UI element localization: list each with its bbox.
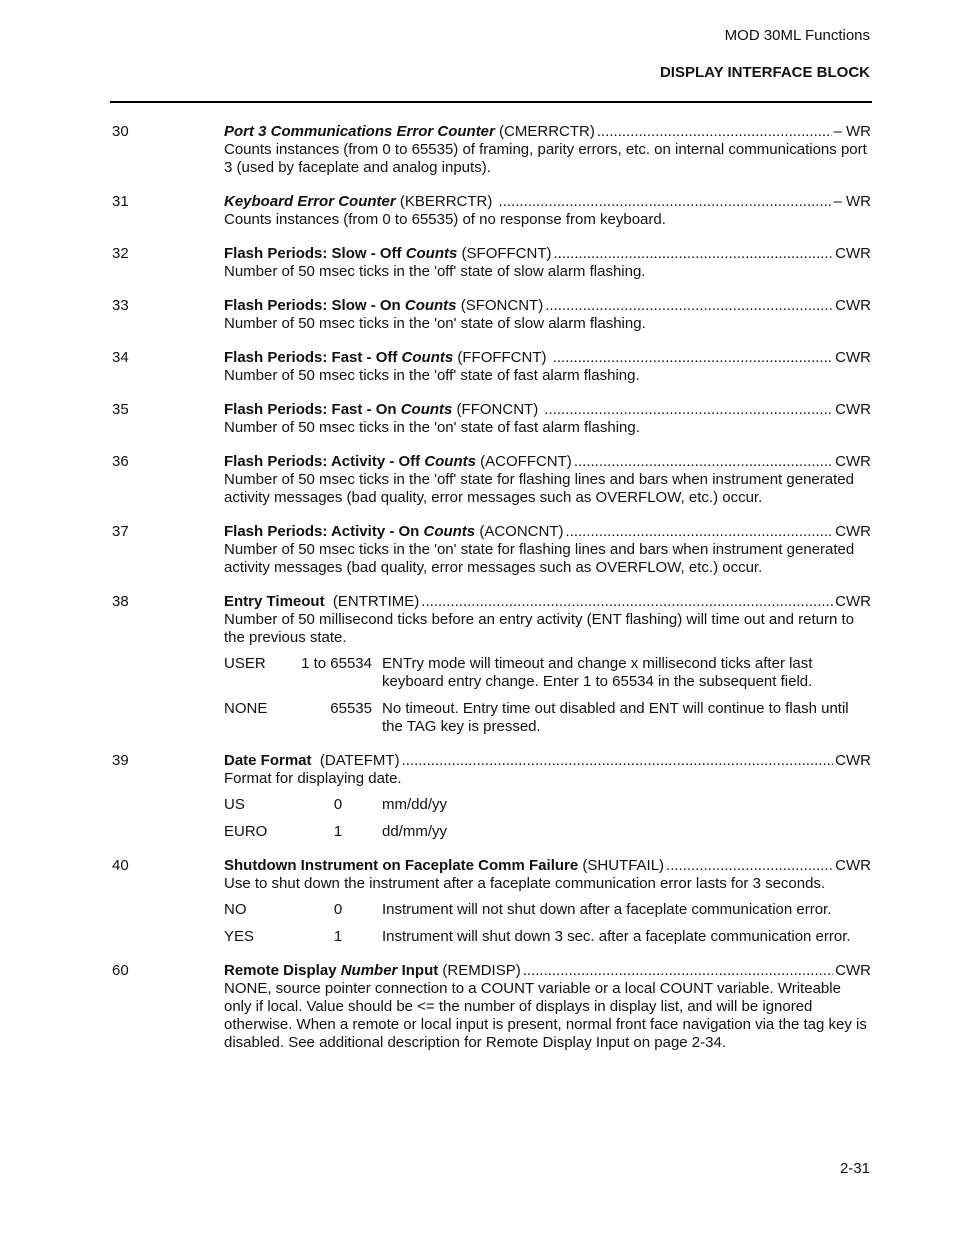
parameter-code: (DATEFMT) [311,752,400,769]
header-section: DISPLAY INTERFACE BLOCK [659,64,870,81]
option-row [224,655,871,691]
parameter-code: (FFOFFCNT) [453,349,551,366]
access-code: CWR [835,401,871,418]
parameter-entry [112,245,871,281]
parameter-number: 37 [112,523,129,540]
parameter-code: (KBERRCTR) [395,193,497,210]
dot-leader [421,593,833,611]
parameter-title-line [224,349,871,367]
dot-leader [597,123,832,141]
option-key: NONE [224,700,268,717]
parameter-entry [112,523,871,577]
parameter-title-line [224,401,871,419]
dot-leader [523,962,833,980]
parameter-title-line [224,752,871,770]
dot-leader [544,401,833,419]
option-row [224,700,871,736]
dot-leader [554,245,834,263]
parameter-name: Flash Periods: Activity - On [224,523,424,540]
option-description: ENTry mode will timeout and change x millisecond ticks after last keyboard entry change. Enter 1 to 65534 in the subsequent field. [382,655,813,690]
parameter-name-emphasis: Counts [405,245,458,262]
parameter-number: 31 [112,193,129,210]
parameter-name: Shutdown Instrument on Faceplate Comm Failure [224,857,579,874]
parameter-name: Port 3 Communications Error Counter [224,123,495,140]
access-code: CWR [835,752,871,769]
option-value: 0 [333,796,343,813]
parameter-name: Remote Display [224,962,341,979]
parameter-name: Flash Periods: Fast - Off [224,349,402,366]
parameter-code: (SFONCNT) [456,297,544,314]
parameter-description: Use to shut down the instrument after a faceplate communication error lasts for 3 seconds. [224,875,826,892]
parameter-title-line [224,857,871,875]
option-description: dd/mm/yy [382,823,448,840]
access-code: CWR [835,349,871,366]
parameter-title-line [224,297,871,315]
option-row [224,796,871,814]
parameter-description: Number of 50 msec ticks in the 'off' state for flashing lines and bars when instrument generated activity messages (bad quality, error messages such as OVERFLOW, etc.) occur. [224,471,854,506]
access-code: CWR [835,962,871,979]
parameter-description: Number of 50 msec ticks in the 'on' state of fast alarm flashing. [224,419,640,436]
parameter-description: Number of 50 msec ticks in the 'off' state of fast alarm flashing. [224,367,640,384]
header-title: MOD 30ML Functions [724,27,870,44]
parameter-description: Number of 50 msec ticks in the 'off' state of slow alarm flashing. [224,263,646,280]
parameter-number: 36 [112,453,129,470]
parameter-code: (CMERRCTR) [494,123,595,140]
option-value: 65535 [330,700,372,717]
parameter-title-line [224,453,871,471]
parameter-title-line [224,593,871,611]
parameter-title-line [224,123,871,141]
parameter-title-line [224,962,871,980]
parameter-entry [112,857,871,946]
option-value: 1 to 65534 [301,655,372,672]
parameter-code: (SHUTFAIL) [578,857,665,874]
page-number: 2-31 [839,1160,870,1177]
parameter-name: Entry Timeout [224,593,325,610]
access-code: – WR [833,193,871,210]
parameter-description: Number of 50 msec ticks in the 'on' state of slow alarm flashing. [224,315,646,332]
option-key: NO [224,901,247,918]
option-key: YES [224,928,255,945]
parameter-number: 60 [112,962,129,979]
parameter-code: (FFONCNT) [452,401,543,418]
access-code: CWR [835,453,871,470]
parameter-title-line [224,523,871,541]
option-value: 1 [333,823,343,840]
option-value: 1 [333,928,343,945]
parameter-title-line [224,193,871,211]
parameter-name-emphasis: Counts [401,349,454,366]
parameter-number: 38 [112,593,129,610]
option-key: USER [224,655,266,672]
parameter-code: (ACOFFCNT) [475,453,572,470]
parameter-description: Number of 50 msec ticks in the 'on' state for flashing lines and bars when instrument generated activity messages (bad quality, error messages such as OVERFLOW, etc.) occur. [224,541,855,576]
access-code: CWR [835,857,871,874]
parameter-code: (ACONCNT) [475,523,564,540]
option-list [224,901,871,946]
parameter-entry [112,193,871,229]
parameter-entry [112,123,871,177]
option-description: Instrument will not shut down after a faceplate communication error. [382,901,832,918]
dot-leader [565,523,833,541]
option-description: Instrument will shut down 3 sec. after a faceplate communication error. [382,928,851,945]
parameter-entry [112,752,871,841]
parameter-code: (ENTRTIME) [324,593,420,610]
dot-leader [553,349,833,367]
option-description: No timeout. Entry time out disabled and ENT will continue to flash until the TAG key is pressed. [382,700,849,735]
option-row [224,928,871,946]
option-list [224,655,871,736]
parameter-name-emphasis: Counts [400,401,453,418]
parameter-description: Number of 50 millisecond ticks before an entry activity (ENT flashing) will time out and return to the previous state. [224,611,854,646]
access-code: CWR [835,523,871,540]
parameter-name: Keyboard Error Counter [224,193,396,210]
option-row [224,823,871,841]
parameter-entry [112,962,871,1052]
access-code: CWR [835,245,871,262]
parameter-code: (SFOFFCNT) [457,245,552,262]
parameter-name: Flash Periods: Slow - Off [224,245,406,262]
parameter-name-emphasis: Number [340,962,398,979]
parameter-name-emphasis: Counts [424,453,476,470]
option-key: US [224,796,245,813]
option-row [224,901,871,919]
option-key: EURO [224,823,268,840]
parameter-name: Flash Periods: Slow - On [224,297,405,314]
parameter-number: 30 [112,123,129,140]
parameter-title-line [224,245,871,263]
parameter-name: Flash Periods: Fast - On [224,401,401,418]
parameter-number: 33 [112,297,129,314]
dot-leader [574,453,833,471]
option-description: mm/dd/yy [382,796,448,813]
parameter-entry [112,593,871,736]
option-value: 0 [333,901,343,918]
access-code: CWR [835,297,871,314]
dot-leader [666,857,833,875]
parameter-description: Counts instances (from 0 to 65535) of framing, parity errors, etc. on internal communications port 3 (used by faceplate and analog inputs). [224,141,867,176]
parameter-number: 40 [112,857,129,874]
parameter-description: Format for displaying date. [224,770,402,787]
access-code: – WR [833,123,871,140]
parameter-name-emphasis: Counts [423,523,476,540]
parameter-code: (REMDISP) [438,962,521,979]
parameter-description: Counts instances (from 0 to 65535) of no response from keyboard. [224,211,666,228]
access-code: CWR [835,593,871,610]
parameter-number: 39 [112,752,129,769]
parameter-name: Date Format [224,752,312,769]
header-rule [110,101,872,103]
parameter-name-emphasis: Counts [404,297,457,314]
option-list [224,796,871,841]
parameter-entry [112,349,871,385]
dot-leader [499,193,832,211]
dot-leader [545,297,833,315]
parameter-number: 34 [112,349,129,366]
parameter-name: Flash Periods: Activity - Off [224,453,425,470]
parameter-name-suffix: Input [397,962,439,979]
parameter-entry [112,453,871,507]
parameter-list [112,123,871,1068]
parameter-description: NONE, source pointer connection to a COUNT variable or a local COUNT variable. Writeable only if local. Value should be <= the number of displays in display list, and will be ignored otherwise. When a remote or local input is present, normal front face navigation via the tag key is disabled. See additional description for Remote Display Input on page 2-34. [224,980,867,1051]
parameter-entry [112,297,871,333]
parameter-entry [112,401,871,437]
parameter-number: 32 [112,245,129,262]
parameter-number: 35 [112,401,129,418]
dot-leader [402,752,834,770]
